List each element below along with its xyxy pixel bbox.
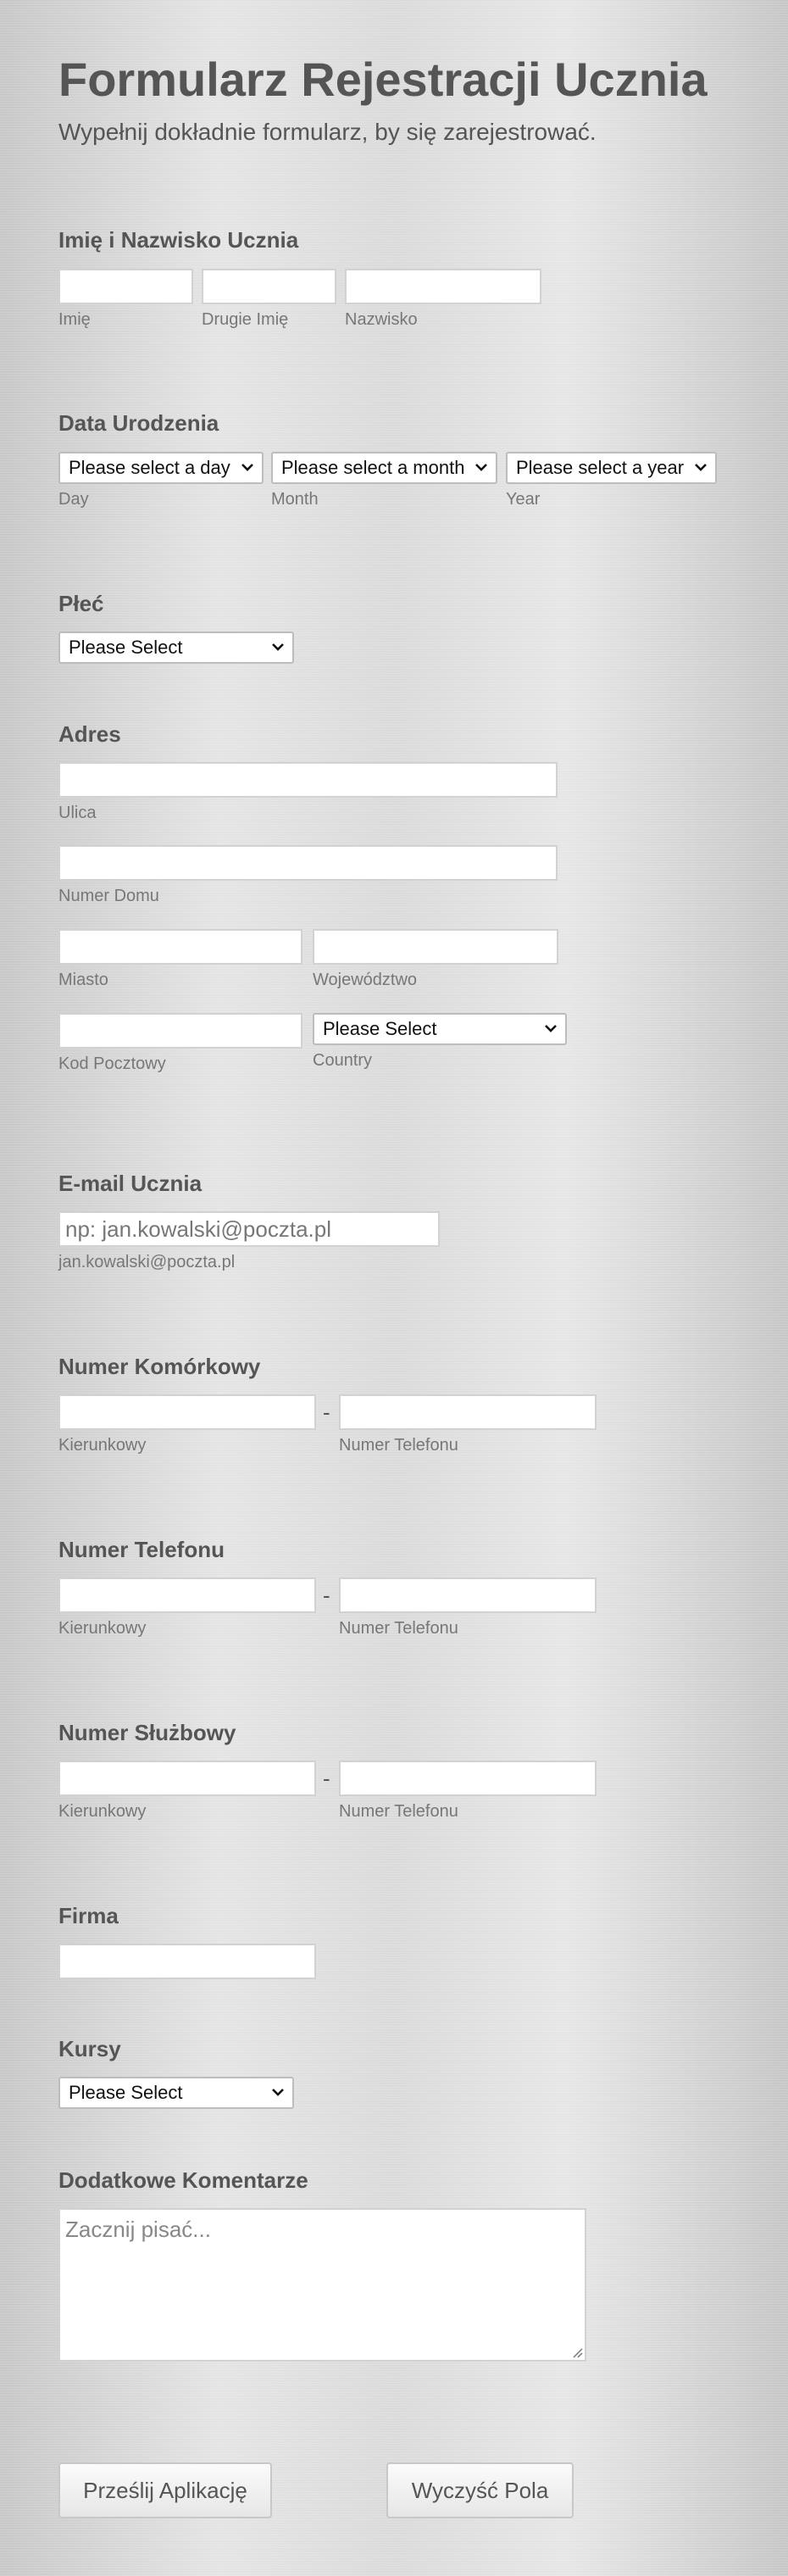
first-name-input[interactable]: [58, 269, 193, 304]
birth-year-select[interactable]: [506, 452, 717, 484]
birth-year-sublabel: Year: [506, 490, 541, 509]
birth-day-select[interactable]: [58, 452, 264, 484]
province-input[interactable]: [313, 929, 558, 965]
birth-day-sublabel: Day: [58, 490, 89, 509]
work-phone-label: Numer Służbowy: [58, 1720, 236, 1745]
city-input[interactable]: [58, 929, 302, 965]
birth-date-label: Data Urodzenia: [58, 410, 219, 436]
country-select[interactable]: [313, 1013, 567, 1045]
courses-value: Please Select: [69, 2082, 183, 2103]
company-label: Firma: [58, 1903, 119, 1928]
phone-area-sublabel: Kierunkowy: [58, 1619, 147, 1638]
mobile-separator: -: [323, 1399, 330, 1425]
address-label: Adres: [58, 721, 121, 747]
house-number-input[interactable]: [58, 845, 558, 881]
company-input[interactable]: [58, 1944, 316, 1979]
student-name-label: Imię i Nazwisko Ucznia: [58, 227, 299, 253]
phone-number-input[interactable]: [339, 1577, 597, 1613]
gender-label: Płeć: [58, 591, 104, 616]
street-sublabel: Ulica: [58, 804, 97, 822]
clear-button[interactable]: Wyczyść Pola: [386, 2462, 574, 2518]
mobile-number-sublabel: Numer Telefonu: [339, 1436, 458, 1455]
mobile-area-sublabel: Kierunkowy: [58, 1436, 147, 1455]
chevron-down-icon: [693, 459, 708, 475]
phone-label: Numer Telefonu: [58, 1537, 225, 1562]
email-label: E-mail Ucznia: [58, 1171, 203, 1196]
birth-month-select[interactable]: [271, 452, 497, 484]
work-area-sublabel: Kierunkowy: [58, 1802, 147, 1821]
province-sublabel: Województwo: [313, 971, 418, 989]
postal-code-input[interactable]: [58, 1013, 302, 1049]
country-sublabel: Country: [313, 1051, 373, 1070]
work-number-input[interactable]: [339, 1761, 597, 1796]
chevron-down-icon: [270, 639, 286, 654]
middle-name-sublabel: Drugie Imię: [202, 310, 289, 329]
comments-placeholder: Zacznij pisać...: [65, 2217, 211, 2242]
courses-select[interactable]: [58, 2077, 294, 2109]
gender-select[interactable]: [58, 631, 294, 664]
phone-number-sublabel: Numer Telefonu: [339, 1619, 458, 1638]
chevron-down-icon: [474, 459, 489, 475]
last-name-input[interactable]: [345, 269, 541, 304]
country-value: Please Select: [323, 1018, 437, 1039]
chevron-down-icon: [270, 2084, 286, 2100]
birth-month-value: Please select a month: [281, 457, 465, 478]
mobile-number-input[interactable]: [339, 1394, 597, 1430]
chevron-down-icon: [240, 459, 255, 475]
mobile-label: Numer Komórkowy: [58, 1354, 261, 1379]
work-separator: -: [323, 1766, 330, 1791]
work-number-sublabel: Numer Telefonu: [339, 1802, 458, 1821]
resize-grip-icon[interactable]: [571, 2346, 583, 2358]
birth-month-sublabel: Month: [271, 490, 319, 509]
work-area-code-input[interactable]: [58, 1761, 316, 1796]
mobile-area-code-input[interactable]: [58, 1394, 316, 1430]
postal-code-sublabel: Kod Pocztowy: [58, 1054, 166, 1073]
birth-year-value: Please select a year: [516, 457, 685, 478]
courses-label: Kursy: [58, 2036, 121, 2061]
comments-label: Dodatkowe Komentarze: [58, 2167, 308, 2193]
street-input[interactable]: [58, 762, 558, 798]
first-name-sublabel: Imię: [58, 310, 91, 329]
comments-textarea[interactable]: [58, 2208, 586, 2362]
form-title: Formularz Rejestracji Ucznia: [58, 53, 708, 106]
chevron-down-icon: [543, 1021, 558, 1036]
form-subtitle: Wypełnij dokładnie formularz, by się zarejestrować.: [58, 119, 597, 145]
phone-area-code-input[interactable]: [58, 1577, 316, 1613]
gender-value: Please Select: [69, 637, 183, 658]
email-placeholder: np: jan.kowalski@poczta.pl: [65, 1216, 331, 1242]
submit-button[interactable]: Prześlij Aplikację: [58, 2462, 272, 2518]
city-sublabel: Miasto: [58, 971, 108, 989]
phone-separator: -: [323, 1583, 330, 1608]
last-name-sublabel: Nazwisko: [345, 310, 418, 329]
email-sublabel: jan.kowalski@poczta.pl: [58, 1253, 236, 1271]
house-number-sublabel: Numer Domu: [58, 887, 159, 905]
middle-name-input[interactable]: [202, 269, 336, 304]
birth-day-value: Please select a day: [69, 457, 230, 478]
email-input[interactable]: [58, 1211, 440, 1247]
